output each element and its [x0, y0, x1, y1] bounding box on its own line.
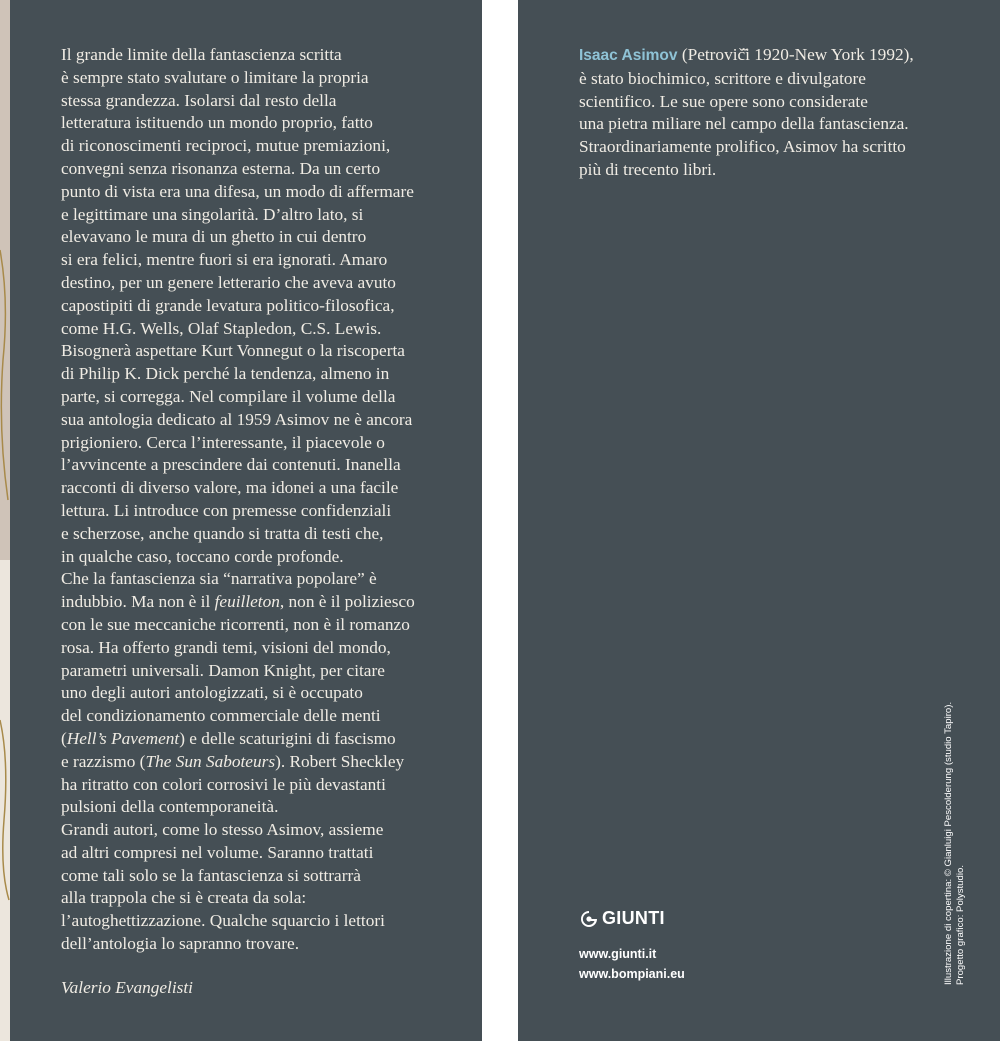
- essay-line: si era felici, mentre fuori si era ignorati. Amaro: [61, 250, 388, 270]
- essay-line: ad altri compresi nel volume. Saranno trattati: [61, 842, 374, 862]
- essay-line: convegni senza risonanza esterna. Da un certo: [61, 158, 381, 178]
- essay-line: di Philip K. Dick perché la tendenza, almeno in: [61, 364, 390, 384]
- author-name: Isaac Asimov: [579, 47, 678, 64]
- essay-line: parametri universali. Damon Knight, per citare: [61, 660, 385, 680]
- essay-line: in qualche caso, toccano corde profonde.: [61, 546, 344, 566]
- publisher-logo: [579, 908, 665, 929]
- essay-line: destino, per un genere letterario che aveva avuto: [61, 272, 396, 292]
- essay-line: alla trappola che si è creata da sola:: [61, 888, 307, 908]
- essay-italic-title: The Sun Saboteurs: [145, 751, 276, 771]
- bio-line: [579, 44, 989, 68]
- cover-illustration-strip: [0, 0, 10, 1041]
- essay-line: capostipiti di grande levatura politico-filosofica,: [61, 295, 395, 315]
- essay-line: Bisognerà aspettare Kurt Vonnegut o la riscoperta: [61, 341, 405, 361]
- essay-line: è sempre stato svalutare o limitare la propria: [61, 67, 369, 87]
- cover-illustration-lines: [0, 0, 10, 1041]
- essay-author-signature: Valerio Evangelisti: [61, 978, 193, 997]
- essay-line: Che la fantascienza sia “narrativa popolare” è: [61, 569, 377, 589]
- essay-text-fragment: , non è il poliziesco: [279, 592, 415, 612]
- essay-text-fragment: indubbio. Ma non è il: [61, 592, 215, 612]
- page-gutter: [482, 0, 518, 1041]
- essay-line: stessa grandezza. Isolarsi dal resto della: [61, 90, 337, 110]
- essay-line: sua antologia dedicato al 1959 Asimov ne è ancora: [61, 409, 413, 429]
- bio-line: scientifico. Le sue opere sono considerate: [579, 91, 868, 111]
- back-cover-right-panel: [518, 0, 1000, 1041]
- essay-text-fragment: ). Robert Sheckley: [275, 751, 405, 771]
- essay-line: parte, si corregga. Nel compilare il volume della: [61, 386, 396, 406]
- essay-line: prigioniero. Cerca l’interessante, il piacevole o: [61, 432, 385, 452]
- essay-line: racconti di diverso valore, ma idonei a una facile: [61, 478, 399, 498]
- essay-line: con le sue meccaniche ricorrenti, non è il romanzo: [61, 614, 410, 634]
- essay-text-fragment: (: [61, 728, 67, 748]
- publisher-url-bompiani: www.bompiani.eu: [579, 967, 685, 981]
- essay-italic-title: Hell’s Pavement: [66, 728, 180, 748]
- essay-line: Il grande limite della fantascienza scritta: [61, 45, 342, 64]
- essay-text-fragment: ) e delle scaturigini di fascismo: [179, 728, 396, 748]
- essay-line: [61, 591, 481, 614]
- publisher-logo-text: GIUNTI: [602, 908, 665, 928]
- essay-line: [61, 728, 481, 751]
- essay-italic-title: feuilleton: [214, 592, 280, 612]
- author-bio: [579, 44, 989, 182]
- essay-text: [61, 44, 481, 956]
- bio-text-fragment: (Petrovič̆i 1920-New York 1992),: [677, 45, 914, 64]
- publisher-url-giunti: www.giunti.it: [579, 947, 657, 961]
- illustration-credit: Illustrazione di copertina: © Gianluigi Pescolderung (studio Tapiro).: [943, 701, 954, 985]
- cover-credits: [943, 702, 967, 985]
- bio-line: più di trecento libri.: [579, 159, 717, 179]
- giunti-swirl-icon: [579, 909, 599, 929]
- essay-line: letteratura istituendo un mondo proprio, fatto: [61, 113, 373, 133]
- bio-line: Straordinariamente prolifico, Asimov ha scritto: [579, 137, 906, 157]
- essay-line: come tali solo se la fantascienza si sottrarrà: [61, 865, 361, 885]
- essay-line: l’autoghettizzazione. Qualche squarcio i lettori: [61, 911, 385, 931]
- essay-line: e legittimare una singolarità. D’altro lato, si: [61, 204, 364, 224]
- bio-line: una pietra miliare nel campo della fantascienza.: [579, 114, 909, 134]
- bio-line: è stato biochimico, scrittore e divulgatore: [579, 68, 866, 88]
- essay-line: come H.G. Wells, Olaf Stapledon, C.S. Lewis.: [61, 318, 382, 338]
- essay-line: punto di vista era una difesa, un modo di affermare: [61, 181, 414, 201]
- essay-line: rosa. Ha offerto grandi temi, visioni del mondo,: [61, 637, 391, 657]
- essay-text-fragment: e razzismo (: [61, 751, 146, 771]
- essay-line: uno degli autori antologizzati, si è occupato: [61, 683, 363, 703]
- essay-line: dell’antologia lo sapranno trovare.: [61, 934, 300, 954]
- essay-line: ha ritratto con colori corrosivi le più devastanti: [61, 774, 386, 794]
- design-credit: Progetto grafico: Polystudio.: [955, 865, 966, 985]
- essay-line: l’avvincente a prescindere dai contenuti. Inanella: [61, 455, 401, 475]
- essay-line: elevavano le mura di un ghetto in cui dentro: [61, 227, 367, 247]
- essay-line: pulsioni della contemporaneità.: [61, 797, 279, 817]
- back-cover-left-panel: [10, 0, 482, 1041]
- essay-line: di riconoscimenti reciproci, mutue premiazioni,: [61, 136, 391, 156]
- essay-line: lettura. Li introduce con premesse confidenziali: [61, 500, 392, 520]
- publisher-urls: [579, 944, 685, 984]
- essay-line: del condizionamento commerciale delle menti: [61, 706, 381, 726]
- essay-line: Grandi autori, come lo stesso Asimov, assieme: [61, 820, 384, 840]
- essay-line: [61, 751, 481, 774]
- essay-line: e scherzose, anche quando si tratta di testi che,: [61, 523, 384, 543]
